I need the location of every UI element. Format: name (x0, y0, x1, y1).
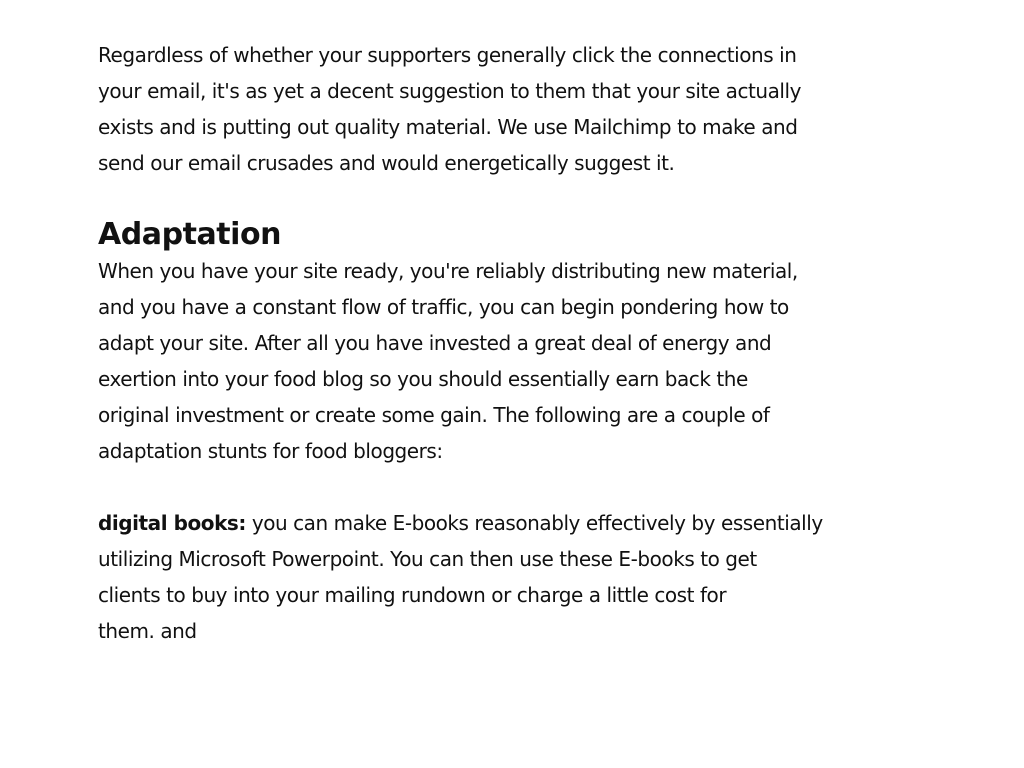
section-heading: Adaptation (98, 217, 282, 252)
intro-paragraph: Regardless of whether your supporters generally click the connections in your email, it's as yet a decent suggestion to them that your site actually exists and is putting out quality material. We use Mailchimp to make and send our email crusades and would energetically suggest it. (98, 43, 802, 175)
article-body (98, 37, 988, 649)
ebooks-text: you can make E-books reasonably effectively by essentially utilizing Microsoft Powerpoint. You can then use these E-books to get clients to buy into your mailing rundown or charge a little cost for them. and (98, 511, 823, 643)
ebooks-lead: digital books: (98, 511, 246, 535)
paragraph-spacer (98, 469, 988, 505)
section-paragraph: When you have your site ready, you're reliably distributing new material, and you have a constant flow of traffic, you can begin pondering how to adapt your site. After all you have invested a great deal of energy and exertion into your food blog so you should essentially earn back the original investment or create some gain. The following are a couple of adaptation stunts for food bloggers: (98, 259, 798, 463)
ebooks-paragraph (98, 505, 988, 649)
paragraph-spacer (98, 181, 988, 217)
